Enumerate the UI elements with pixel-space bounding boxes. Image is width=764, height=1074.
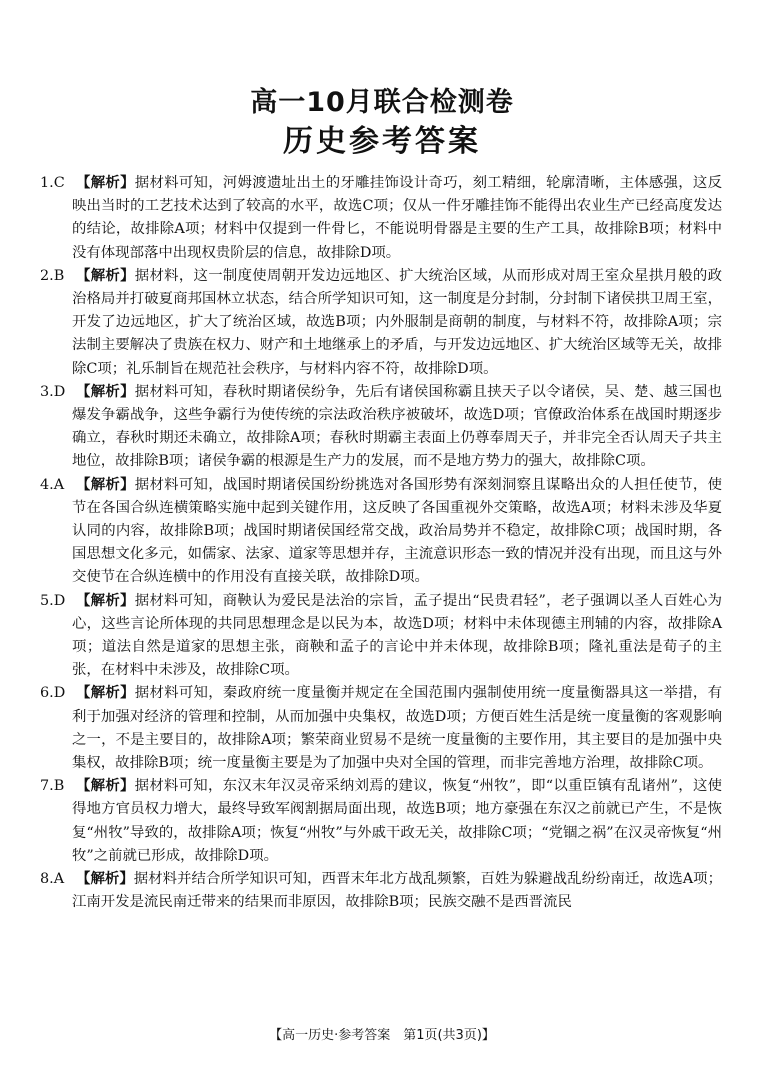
analysis-tag: 【解析】 xyxy=(76,778,135,795)
analysis-tag: 【解析】 xyxy=(76,871,134,888)
analysis-tag: 【解析】 xyxy=(76,592,135,609)
answer-text: 据材料可知，河姆渡遗址出土的牙雕挂饰设计奇巧，刻工精细，轮廓清晰，主体感强，这反映出当时的工艺技术达到了较高的水平，故选C项；仅从一件牙雕挂饰不能得出农业生产已经高度发达的结论，故排除A项；材料中仅提到一件骨匕，不能说明骨器是主要的生产工具，故排除B项；材料中没有体现部落中出现权贵阶层的信息，故排除D项。 xyxy=(72,175,722,261)
answer-text: 据材料可知，战国时期诸侯国纷纷挑选对各国形势有深刻洞察且谋略出众的人担任使节，使节在各国合纵连横策略实施中起到关键作用，这反映了各国重视外交策略，故选A项；材料未涉及华夏认同的内容，故排除B项；战国时期诸侯国经常交战，政治局势并不稳定，故排除C项；战国时期，各国思想文化多元，如儒家、法家、道家等思想并存，主流意识形态一致的情况并没有出现，而且这与外交使节在合纵连横中的作用没有直接关联，故排除D项。 xyxy=(72,476,722,586)
answer-text: 据材料可知，秦政府统一度量衡并规定在全国范围内强制使用统一度量衡器具这一举措，有利于加强对经济的管理和控制，从而加强中央集权，故选D项；方便百姓生活是统一度量衡的客观影响之一，不是主要目的，故排除A项；繁荣商业贸易不是统一度量衡的主要作用，其主要目的是加强中央集权，故排除B项；统一度量衡主要是为了加强中央对全国的管理，而非完善地方治理，故排除C项。 xyxy=(72,685,722,772)
answer-number: 2.B xyxy=(40,267,65,284)
answer-number: 4.A xyxy=(40,476,65,493)
answer-text: 据材料可知，商鞅认为爱民是法治的宗旨，孟子提出“民贵君轻”，老子强调以圣人百姓心为心，这些言论所体现的共同思想理念是以民为本，故选D项；材料中未体现德主刑辅的内容，故排除A项；道法自然是道家的思想主张，商鞅和孟子的言论中并未体现，故排除B项；隆礼重法是荀子的主张，在材料中未涉及，故排除C项。 xyxy=(72,592,722,679)
page-footer: 【高一历史·参考答案 第1页(共3页)】 xyxy=(269,1028,495,1043)
answer-item-2 xyxy=(40,265,722,381)
answer-item-3 xyxy=(40,381,722,474)
analysis-tag: 【解析】 xyxy=(76,685,135,702)
answer-text: 据材料，这一制度使周朝开发边远地区、扩大统治区域，从而形成对周王室众星拱月般的政治格局并打破夏商邦国林立状态，结合所学知识可知，这一制度是分封制，分封制下诸侯拱卫周王室，开发了边远地区，扩大了统治区域，故选B项；内外服制是商朝的制度，与材料不符，故排除A项；宗法制主要解决了贵族在权力、财产和土地继承上的矛盾，与开发边远地区、扩大统治区域等无关，故排除C项；礼乐制旨在规范社会秩序，与材料内容不符，故排除D项。 xyxy=(72,267,722,377)
answer-key-title: 历史参考答案 xyxy=(283,124,481,159)
answer-item-5 xyxy=(40,590,722,683)
answer-number: 5.D xyxy=(40,592,66,609)
answer-item-8 xyxy=(40,868,722,914)
answer-number: 3.D xyxy=(40,383,66,400)
answer-number: 8.A xyxy=(40,871,65,888)
answer-text: 据材料可知，春秋时期诸侯纷争，先后有诸侯国称霸且挟天子以令诸侯，吴、楚、越三国也爆发争霸战争，这些争霸行为使传统的宗法政治秩序被破坏，故选D项；官僚政治体系在战国时期逐步确立，春秋时期还未确立，故排除A项；春秋时期霸主表面上仍尊奉周天子，并非完全否认周天子共主地位，故排除B项；诸侯争霸的根源是生产力的发展，而不是地方势力的强大，故排除C项。 xyxy=(72,383,722,470)
answer-item-7 xyxy=(40,775,722,868)
answer-number: 1.C xyxy=(40,175,65,191)
answer-number: 6.D xyxy=(40,685,66,702)
answer-item-4 xyxy=(40,474,722,590)
analysis-tag: 【解析】 xyxy=(76,267,135,284)
answer-number: 7.B xyxy=(40,778,65,795)
analysis-tag: 【解析】 xyxy=(76,175,135,191)
answer-text: 据材料并结合所学知识可知，西晋末年北方战乱频繁，百姓为躲避战乱纷纷南迁，故选A项；江南开发是流民南迁带来的结果而非原因，故排除B项；民族交融不是西晋流民 xyxy=(72,871,722,911)
answer-text: 据材料可知，东汉末年汉灵帝采纳刘焉的建议，恢复“州牧”，即“以重臣镇有乱诸州”，这使得地方官员权力增大，最终导致军阀割据局面出现，故选B项；地方豪强在东汉之前就已产生，不是恢复“州牧”导致的，故排除A项；恢复“州牧”与外戚干政无关，故排除C项；“党锢之祸”在汉灵帝恢复“州牧”之前就已形成，故排除D项。 xyxy=(72,778,722,864)
analysis-tag: 【解析】 xyxy=(76,476,135,493)
answer-list xyxy=(40,172,722,915)
exam-title: 高一10月联合检测卷 xyxy=(250,87,514,118)
answer-item-1 xyxy=(40,172,722,265)
analysis-tag: 【解析】 xyxy=(76,383,135,400)
answer-item-6 xyxy=(40,682,722,775)
